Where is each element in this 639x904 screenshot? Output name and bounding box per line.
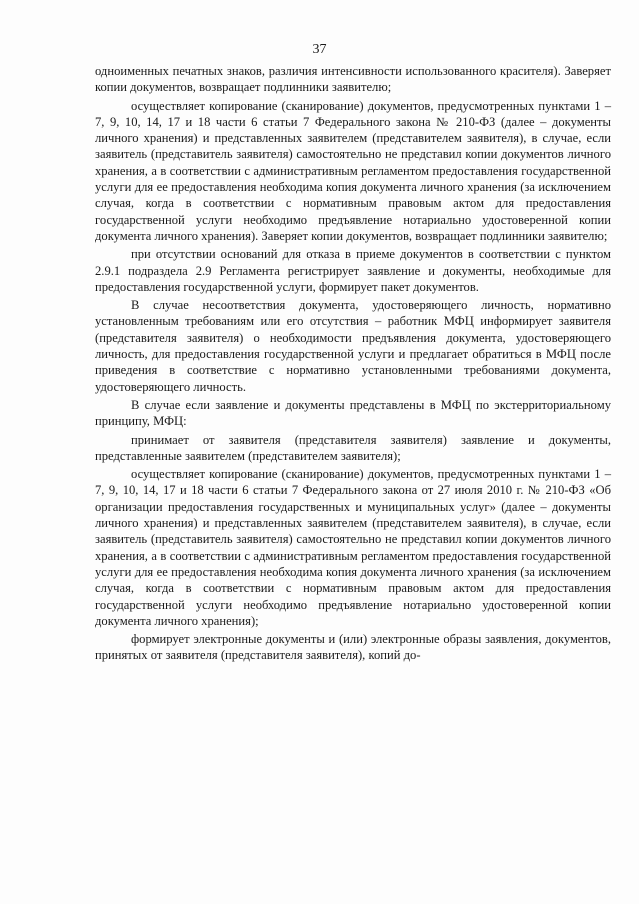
body-text <box>95 63 611 666</box>
paragraph-3: при отсутствии оснований для отказа в приеме документов в соответствии с пунктом 2.9.1 подраздела 2.9 Регламента регистрирует заявление и документы, необходимые для предоставления государственной услуги, формирует пакет документов. <box>95 247 611 294</box>
paragraph-8: формирует электронные документы и (или) электронные образы заявления, документов, принятых от заявителя (представителя заявителя), копий до- <box>95 632 611 663</box>
paragraph-2: осуществляет копирование (сканирование) документов, предусмотренных пунктами 1 – 7, 9, 10, 14, 17 и 18 части 6 статьи 7 Федерального закона № 210-ФЗ (далее – документы личного хранения) и представленных заявителем (представителем заявителя), в случае, если заявитель (представитель заявителя) самостоятельно не представил копии документов личного хранения, а в соответствии с административным регламентом предоставления государственной услуги для ее предоставления необходима копия документа личного хранения (за исключением случая, когда в соответствии с нормативным правовым актом для предоставления государственной услуги необходимо предъявление нотариально удостоверенной копии документа личного хранения). Заверяет копии документов, возвращает подлинники заявителю; <box>95 98 611 243</box>
paragraph-7: осуществляет копирование (сканирование) документов, предусмотренных пунктами 1 – 7, 9, 10, 14, 17 и 18 части 6 статьи 7 Федерального закона от 27 июля 2010 г. № 210-ФЗ «Об организации предоставления государственных и муниципальных услуг» (далее – документы личного хранения) и представленных заявителем (представителем заявителя), в случае, если заявитель (представитель заявителя) самостоятельно не представил копии документов личного хранения, а в соответствии с административным регламентом предоставления государственной услуги для ее предоставления необходима копия документа личного хранения (за исключением случая, когда в соответствии с нормативным правовым актом для предоставления государственной услуги необходимо предъявление нотариально удостоверенной копии документа личного хранения); <box>95 467 611 628</box>
page-number: 37 <box>312 42 327 57</box>
paragraph-1: одноименных печатных знаков, различия интенсивности использованного красителя). Заверяет копии документов, возвращает подлинники заявителю; <box>95 64 611 95</box>
paragraph-5: В случае если заявление и документы представлены в МФЦ по экстерриториальному принципу, МФЦ: <box>95 397 611 429</box>
paragraph-4: В случае несоответствия документа, удостоверяющего личность, нормативно установленным требованиям или его отсутствия – работник МФЦ информирует заявителя (представителя заявителя) о необходимости предъявления документа, удостоверяющего личность, для предоставления государственной услуги и предлагает обратиться в МФЦ после приведения в соответствие с нормативно установленными требованиями документа, удостоверяющего личность. <box>95 298 611 394</box>
paragraph-6: принимает от заявителя (представителя заявителя) заявление и документы, представленные заявителем (представителем заявителя); <box>95 432 611 463</box>
